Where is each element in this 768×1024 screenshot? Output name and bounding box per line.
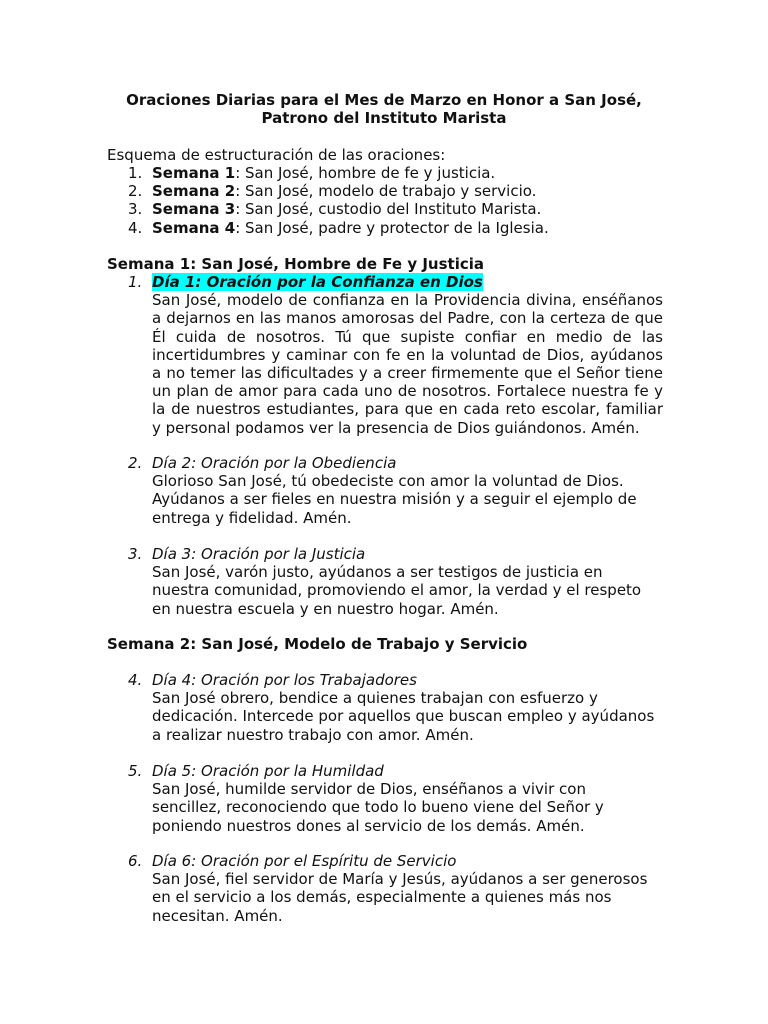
schema-item-week: Semana 2: [152, 182, 236, 201]
prayer-line: entrega y fidelidad. Amén.: [152, 508, 352, 527]
schema-item-text: : San José, modelo de trabajo y servicio.: [235, 182, 537, 201]
prayer-line: la de nuestros estudiantes, para que en cada reto escolar, familiar: [152, 400, 663, 419]
day-1-title-highlighted: Día 1: Oración por la Confianza en Dios: [152, 273, 483, 291]
schema-item-number: 4.: [128, 218, 143, 237]
prayer-line: San José obrero, bendice a quienes trabajan con esfuerzo y: [152, 689, 598, 708]
day-3-title: Día 3: Oración por la Justicia: [152, 545, 366, 563]
schema-list: [107, 164, 549, 237]
schema-item: [107, 219, 549, 237]
schema-item-text: : San José, custodio del Instituto Marista.: [235, 200, 542, 219]
day-6-entry: [107, 852, 663, 925]
prayer-line: a no temer las dificultades y a creer firmemente que el Señor tiene: [152, 364, 663, 383]
schema-item-text: : San José, padre y protector de la Iglesia.: [235, 218, 549, 237]
prayer-line: San José, humilde servidor de Dios, enséñanos a vivir con: [152, 780, 586, 799]
schema-item-week: Semana 1: [152, 164, 236, 182]
day-4-title: Día 4: Oración por los Trabajadores: [152, 671, 417, 689]
week-1-heading: Semana 1: San José, Hombre de Fe y Justicia: [107, 255, 484, 273]
prayer-line: nuestra comunidad, promoviendo el amor, la verdad y el respeto: [152, 581, 642, 600]
day-number: 6.: [128, 852, 143, 870]
week-2-heading: Semana 2: San José, Modelo de Trabajo y Servicio: [107, 635, 528, 653]
title-line-1: Oraciones Diarias para el Mes de Marzo en Honor a San José,: [126, 91, 642, 109]
day-number: 1.: [128, 273, 143, 291]
schema-item: [107, 182, 549, 200]
day-6-title: Día 6: Oración por el Espíritu de Servicio: [152, 852, 457, 870]
day-number: 5.: [128, 762, 143, 780]
day-6-prayer: [152, 870, 663, 925]
prayer-line: San José, varón justo, ayúdanos a ser testigos de justicia en: [152, 563, 603, 582]
prayer-line: a realizar nuestro trabajo con amor. Amén.: [152, 725, 474, 744]
prayer-line: dedicación. Intercede por aquellos que buscan empleo y ayúdanos: [152, 707, 655, 726]
schema-item: [107, 164, 549, 182]
day-1-prayer: [152, 291, 663, 437]
prayer-line: necesitan. Amén.: [152, 906, 283, 925]
prayer-line: incertidumbres y caminar con fe en la voluntad de Dios, ayúdanos: [152, 345, 663, 364]
prayer-line: en nuestra escuela y en nuestro hogar. Amén.: [152, 599, 499, 618]
prayer-line: San José, fiel servidor de María y Jesús, ayúdanos a ser generosos: [152, 870, 648, 889]
day-4-prayer: [152, 689, 663, 744]
prayer-line: y personal podamos ver la presencia de Dios guiándonos. Amén.: [152, 418, 640, 437]
schema-intro: Esquema de estructuración de las oraciones:: [107, 146, 446, 164]
day-2-prayer: [152, 472, 663, 527]
day-5-entry: [107, 762, 663, 835]
day-number: 2.: [128, 454, 143, 472]
schema-item-number: 3.: [128, 200, 143, 219]
day-4-entry: [107, 671, 663, 744]
document-title: [0, 91, 768, 127]
title-line-2: Patrono del Instituto Marista: [261, 109, 507, 127]
schema-item-number: 2.: [128, 182, 143, 201]
prayer-line: San José, modelo de confianza en la Providencia divina, enséñanos: [152, 291, 663, 310]
prayer-line: sencillez, reconociendo que todo lo bueno viene del Señor y: [152, 798, 604, 817]
schema-item: [107, 200, 549, 218]
prayer-line: en el servicio a los demás, especialmente a quienes más nos: [152, 888, 612, 907]
day-number: 3.: [128, 545, 143, 563]
day-3-prayer: [152, 563, 663, 618]
schema-item-week: Semana 3: [152, 200, 236, 219]
day-2-title: Día 2: Oración por la Obediencia: [152, 454, 397, 472]
schema-item-text: : San José, hombre de fe y justicia.: [235, 164, 496, 182]
prayer-line: un plan de amor para cada uno de nosotros. Fortalece nuestra fe y: [152, 382, 663, 401]
day-5-prayer: [152, 780, 663, 835]
schema-item-number: 1.: [128, 164, 143, 182]
schema-item-week: Semana 4: [152, 218, 236, 237]
prayer-line: Ayúdanos a ser fieles en nuestra misión y a seguir el ejemplo de: [152, 490, 637, 509]
day-1-entry: [107, 273, 663, 437]
prayer-line: a dejarnos en las manos amorosas del Padre, con la certeza de que: [152, 309, 663, 328]
day-2-entry: [107, 454, 663, 527]
day-number: 4.: [128, 671, 143, 689]
day-3-entry: [107, 545, 663, 618]
prayer-line: Él cuida de nosotros. Tú que supiste confiar en medio de las: [152, 327, 663, 346]
day-5-title: Día 5: Oración por la Humildad: [152, 762, 384, 780]
prayer-line: Glorioso San José, tú obedeciste con amor la voluntad de Dios.: [152, 472, 624, 491]
prayer-line: poniendo nuestros dones al servicio de los demás. Amén.: [152, 816, 585, 835]
